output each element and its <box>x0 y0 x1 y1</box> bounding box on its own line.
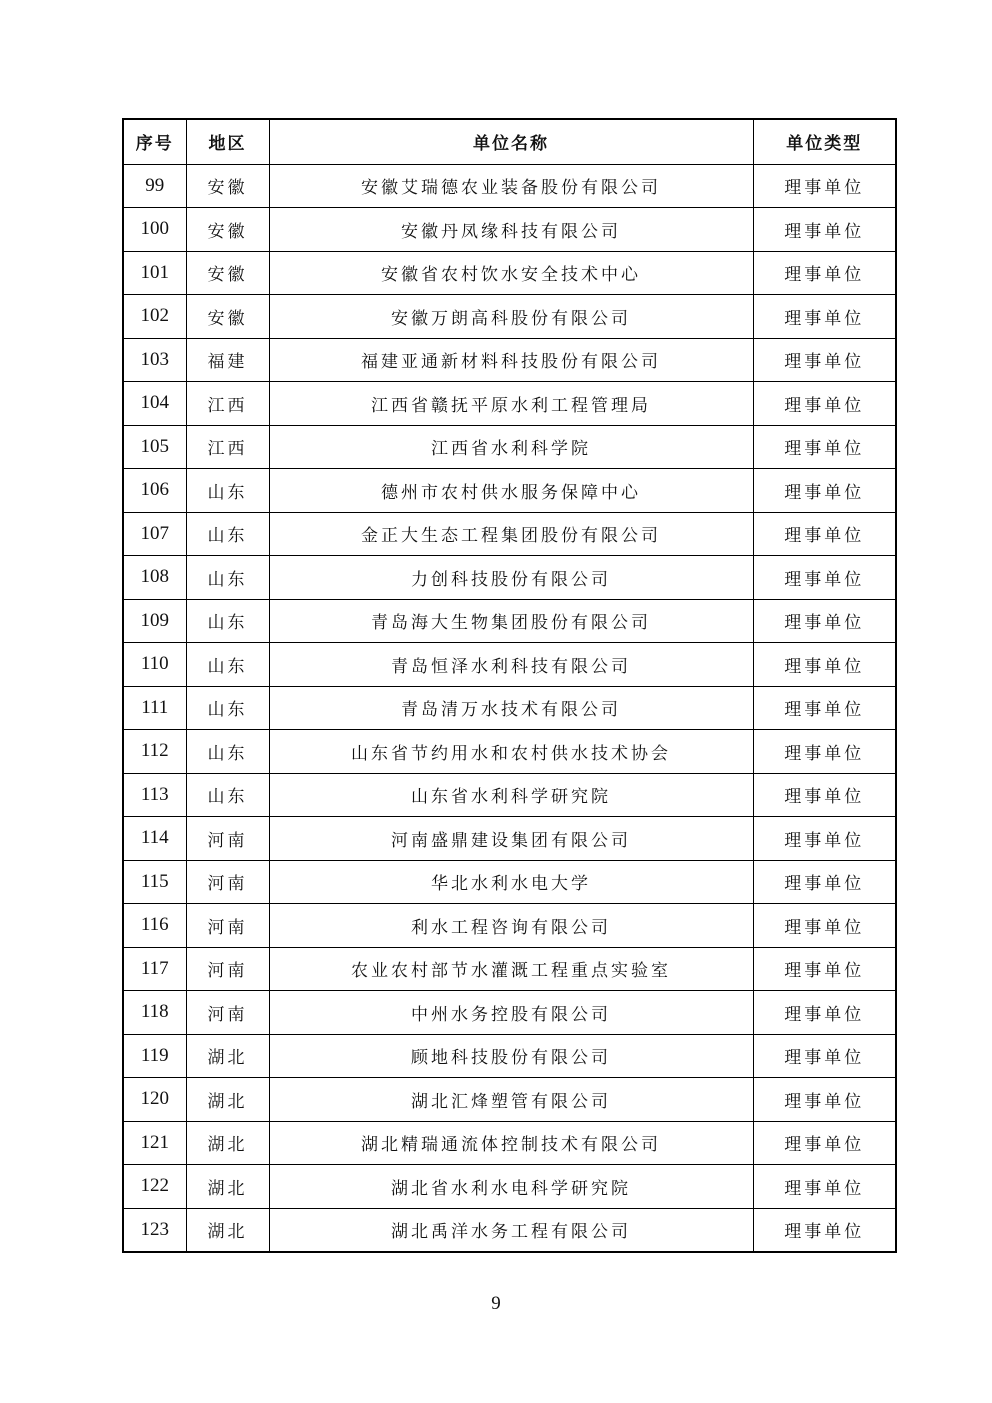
table-cell-region: 河南 <box>186 947 269 991</box>
table-cell-unit-type: 理事单位 <box>753 208 896 252</box>
table-cell-unit-name: 青岛清万水技术有限公司 <box>269 686 753 730</box>
table-cell-unit-name: 力创科技股份有限公司 <box>269 556 753 600</box>
table-cell-unit-type: 理事单位 <box>753 730 896 774</box>
table-row <box>123 382 896 426</box>
table-cell-unit-name: 中州水务控股有限公司 <box>269 991 753 1035</box>
table-cell-region: 山东 <box>186 643 269 687</box>
table-cell-unit-type: 理事单位 <box>753 469 896 513</box>
table-cell-serial-number: 108 <box>123 556 186 600</box>
table-cell-serial-number: 112 <box>123 730 186 774</box>
header-unit-type: 单位类型 <box>753 119 896 164</box>
table-cell-serial-number: 118 <box>123 991 186 1035</box>
table-cell-unit-name: 湖北禹洋水务工程有限公司 <box>269 1208 753 1252</box>
table-cell-region: 河南 <box>186 860 269 904</box>
table-row <box>123 1208 896 1252</box>
table-cell-region: 山东 <box>186 730 269 774</box>
table-cell-serial-number: 122 <box>123 1165 186 1209</box>
table-row <box>123 773 896 817</box>
table-cell-serial-number: 101 <box>123 251 186 295</box>
table-row <box>123 1165 896 1209</box>
table-cell-region: 山东 <box>186 686 269 730</box>
table-cell-unit-type: 理事单位 <box>753 773 896 817</box>
header-serial-number: 序号 <box>123 119 186 164</box>
table-cell-unit-type: 理事单位 <box>753 382 896 426</box>
table-cell-serial-number: 114 <box>123 817 186 861</box>
table-cell-serial-number: 109 <box>123 599 186 643</box>
table-cell-unit-type: 理事单位 <box>753 512 896 556</box>
header-unit-name: 单位名称 <box>269 119 753 164</box>
table-row <box>123 512 896 556</box>
table-row <box>123 730 896 774</box>
table-cell-region: 山东 <box>186 599 269 643</box>
table-row <box>123 991 896 1035</box>
table-cell-serial-number: 119 <box>123 1034 186 1078</box>
table-row <box>123 251 896 295</box>
table-cell-unit-type: 理事单位 <box>753 1165 896 1209</box>
table-cell-unit-type: 理事单位 <box>753 556 896 600</box>
table-cell-serial-number: 106 <box>123 469 186 513</box>
table-cell-serial-number: 111 <box>123 686 186 730</box>
page-number: 9 <box>491 1293 501 1314</box>
table-row <box>123 599 896 643</box>
table-row <box>123 904 896 948</box>
table-cell-region: 江西 <box>186 382 269 426</box>
table-cell-region: 河南 <box>186 904 269 948</box>
table-cell-unit-type: 理事单位 <box>753 425 896 469</box>
table-body <box>123 164 896 1252</box>
table-cell-serial-number: 123 <box>123 1208 186 1252</box>
table-cell-serial-number: 113 <box>123 773 186 817</box>
table-cell-serial-number: 117 <box>123 947 186 991</box>
table-cell-unit-name: 河南盛鼎建设集团有限公司 <box>269 817 753 861</box>
table-cell-serial-number: 102 <box>123 295 186 339</box>
table-cell-serial-number: 105 <box>123 425 186 469</box>
table-cell-region: 安徽 <box>186 208 269 252</box>
table-row <box>123 686 896 730</box>
table-cell-unit-type: 理事单位 <box>753 338 896 382</box>
table-cell-serial-number: 103 <box>123 338 186 382</box>
table-row <box>123 1078 896 1122</box>
table-cell-unit-name: 安徽丹凤缘科技有限公司 <box>269 208 753 252</box>
table-row <box>123 1121 896 1165</box>
header-region: 地区 <box>186 119 269 164</box>
table-cell-serial-number: 107 <box>123 512 186 556</box>
table-cell-unit-type: 理事单位 <box>753 947 896 991</box>
table-header-row <box>123 119 896 164</box>
table-row <box>123 643 896 687</box>
table-cell-unit-name: 山东省节约用水和农村供水技术协会 <box>269 730 753 774</box>
table-cell-region: 山东 <box>186 556 269 600</box>
table-cell-region: 湖北 <box>186 1208 269 1252</box>
table-cell-region: 江西 <box>186 425 269 469</box>
table-cell-unit-name: 利水工程咨询有限公司 <box>269 904 753 948</box>
table-row <box>123 425 896 469</box>
table-cell-unit-name: 山东省水利科学研究院 <box>269 773 753 817</box>
table-cell-region: 湖北 <box>186 1078 269 1122</box>
table-cell-unit-type: 理事单位 <box>753 251 896 295</box>
table-cell-serial-number: 115 <box>123 860 186 904</box>
table-cell-unit-name: 江西省赣抚平原水利工程管理局 <box>269 382 753 426</box>
table-row <box>123 556 896 600</box>
table-cell-unit-name: 德州市农村供水服务保障中心 <box>269 469 753 513</box>
table-cell-unit-type: 理事单位 <box>753 164 896 208</box>
table-cell-serial-number: 104 <box>123 382 186 426</box>
table-cell-unit-type: 理事单位 <box>753 904 896 948</box>
table-cell-serial-number: 116 <box>123 904 186 948</box>
table-cell-unit-type: 理事单位 <box>753 860 896 904</box>
table-cell-unit-type: 理事单位 <box>753 1121 896 1165</box>
table-cell-region: 安徽 <box>186 295 269 339</box>
table-cell-unit-name: 湖北汇烽塑管有限公司 <box>269 1078 753 1122</box>
table-cell-unit-name: 湖北精瑞通流体控制技术有限公司 <box>269 1121 753 1165</box>
table-cell-unit-name: 华北水利水电大学 <box>269 860 753 904</box>
table-cell-unit-type: 理事单位 <box>753 1034 896 1078</box>
table-cell-region: 河南 <box>186 991 269 1035</box>
table-cell-unit-type: 理事单位 <box>753 686 896 730</box>
table-cell-serial-number: 100 <box>123 208 186 252</box>
table-cell-region: 湖北 <box>186 1165 269 1209</box>
table-cell-region: 山东 <box>186 512 269 556</box>
table-row <box>123 164 896 208</box>
table-cell-unit-type: 理事单位 <box>753 599 896 643</box>
table-cell-serial-number: 110 <box>123 643 186 687</box>
table-cell-serial-number: 121 <box>123 1121 186 1165</box>
table-cell-region: 安徽 <box>186 164 269 208</box>
table-cell-unit-type: 理事单位 <box>753 295 896 339</box>
table-cell-region: 河南 <box>186 817 269 861</box>
table-row <box>123 295 896 339</box>
table-row <box>123 208 896 252</box>
table-cell-region: 安徽 <box>186 251 269 295</box>
table-cell-region: 福建 <box>186 338 269 382</box>
table-cell-unit-name: 安徽万朗高科股份有限公司 <box>269 295 753 339</box>
table-cell-region: 山东 <box>186 773 269 817</box>
table-cell-unit-name: 青岛海大生物集团股份有限公司 <box>269 599 753 643</box>
table-cell-unit-name: 青岛恒泽水利科技有限公司 <box>269 643 753 687</box>
table-cell-region: 山东 <box>186 469 269 513</box>
table-cell-unit-name: 安徽艾瑞德农业装备股份有限公司 <box>269 164 753 208</box>
table-row <box>123 338 896 382</box>
table-cell-unit-name: 福建亚通新材料科技股份有限公司 <box>269 338 753 382</box>
table-row <box>123 469 896 513</box>
table-cell-unit-name: 安徽省农村饮水安全技术中心 <box>269 251 753 295</box>
table-cell-serial-number: 99 <box>123 164 186 208</box>
table-cell-unit-name: 江西省水利科学院 <box>269 425 753 469</box>
table-cell-unit-type: 理事单位 <box>753 991 896 1035</box>
table-cell-region: 湖北 <box>186 1034 269 1078</box>
table-cell-unit-type: 理事单位 <box>753 1078 896 1122</box>
table-row <box>123 947 896 991</box>
table-row <box>123 817 896 861</box>
member-table <box>122 118 897 1253</box>
table-cell-unit-name: 农业农村部节水灌溉工程重点实验室 <box>269 947 753 991</box>
table-cell-unit-name: 顾地科技股份有限公司 <box>269 1034 753 1078</box>
table-cell-unit-name: 湖北省水利水电科学研究院 <box>269 1165 753 1209</box>
table-cell-unit-type: 理事单位 <box>753 817 896 861</box>
table-cell-unit-type: 理事单位 <box>753 1208 896 1252</box>
table-row <box>123 1034 896 1078</box>
table-cell-unit-name: 金正大生态工程集团股份有限公司 <box>269 512 753 556</box>
table-row <box>123 860 896 904</box>
table-cell-region: 湖北 <box>186 1121 269 1165</box>
table-cell-serial-number: 120 <box>123 1078 186 1122</box>
table-cell-unit-type: 理事单位 <box>753 643 896 687</box>
